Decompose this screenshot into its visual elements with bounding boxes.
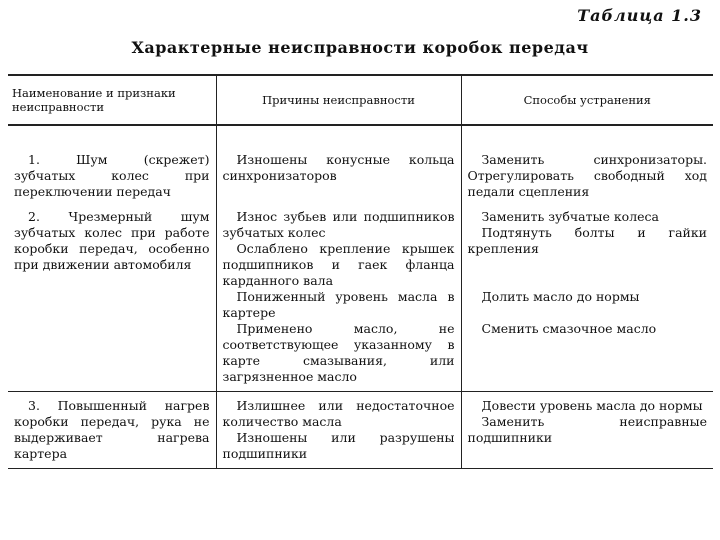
remedy-text: Заменить зубчатые колеса	[481, 209, 659, 224]
remedy-text: Довести уровень масла до нормы	[481, 398, 703, 413]
faults-table	[8, 74, 713, 469]
remedies-cell	[461, 206, 713, 392]
cause-text: Применено масло, не соответствующее указанному в карте смазывания, или загрязненное масло	[222, 321, 455, 384]
header-causes: Причины неисправности	[216, 75, 461, 125]
remedy-text: Заменить синхронизаторы. Отрегулировать свободный ход педали сцепления	[467, 152, 707, 199]
cause-text: Износ зубьев или подшипников зубчатых колес	[222, 209, 455, 240]
header-faults: Наименование и признаки неисправности	[8, 75, 216, 125]
causes-cell	[216, 125, 461, 206]
remedy-text: Подтянуть болты и гайки крепления	[467, 225, 707, 256]
remedy-text: Долить масло до нормы	[481, 289, 640, 304]
fault-cell	[8, 206, 216, 392]
table-row	[8, 392, 713, 469]
header-remedies: Способы устранения	[461, 75, 713, 125]
cause-text: Изношены конусные кольца синхронизаторов	[222, 152, 455, 183]
causes-cell	[216, 392, 461, 469]
cause-text: Пониженный уровень масла в картере	[222, 289, 455, 320]
table-row	[8, 125, 713, 206]
remedies-cell	[461, 392, 713, 469]
cause-text: Изношены или разрушены подшипники	[222, 430, 455, 461]
remedy-text: Сменить смазочное масло	[481, 321, 657, 336]
fault-text: 1. Шум (скрежет) зубчатых колес при переключении передач	[14, 152, 210, 199]
remedy-text: Заменить неисправные подшипники	[467, 414, 707, 445]
fault-text: 3. Повышенный нагрев коробки передач, рука не выдерживает нагрева картера	[14, 398, 210, 461]
table-title: Характерные неисправности коробок передач	[131, 38, 589, 57]
table-row	[8, 206, 713, 392]
causes-cell	[216, 206, 461, 392]
table-header-row	[8, 75, 713, 125]
cause-text: Ослаблено крепление крышек подшипников и гаек фланца карданного вала	[222, 241, 455, 288]
cause-text: Излишнее или недостаточное количество масла	[222, 398, 455, 429]
fault-cell	[8, 392, 216, 469]
remedies-cell	[461, 125, 713, 206]
fault-text: 2. Чрезмерный шум зубчатых колес при работе коробки передач, особенно при движении автомобиля	[14, 209, 210, 272]
table-number: Таблица 1.3	[577, 6, 702, 25]
fault-cell	[8, 125, 216, 206]
